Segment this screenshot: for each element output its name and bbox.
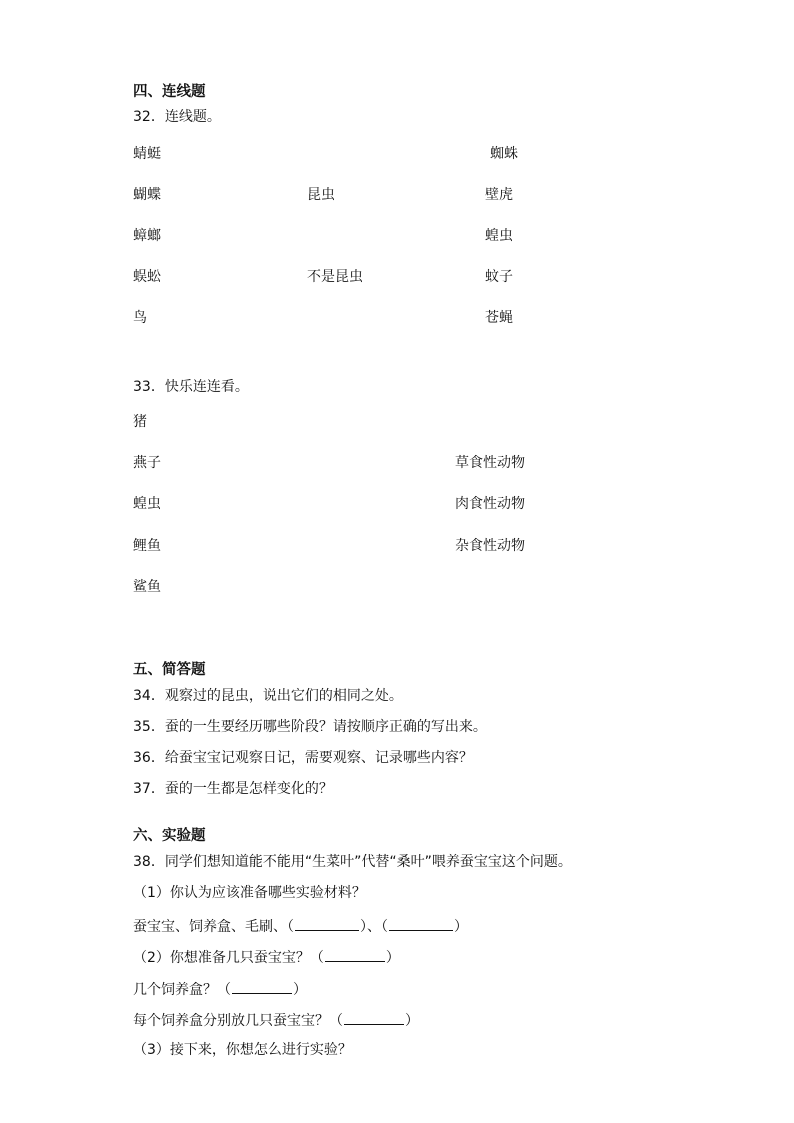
- sub2-end: ）: [385, 950, 400, 966]
- q32-left-item[interactable]: 蜻蜓: [133, 146, 161, 162]
- per-box-line: [133, 1010, 419, 1030]
- answer-blank-silkworm-count[interactable]: [325, 947, 385, 962]
- q32-middle-item[interactable]: 不是昆虫: [307, 269, 363, 285]
- per-box-end: ）: [405, 1013, 419, 1029]
- materials-prefix: 蚕宝宝、饲养盒、毛刷、（: [133, 919, 294, 935]
- q33-left-item[interactable]: 鲤鱼: [133, 538, 161, 554]
- q33-left-item[interactable]: 鲨鱼: [133, 579, 161, 595]
- q32-right-item[interactable]: 蚊子: [485, 269, 513, 285]
- answer-blank-per-box[interactable]: [344, 1010, 404, 1025]
- question-38-prompt: 38．同学们想知道能不能用“生菜叶”代替“桑叶”喂养蚕宝宝这个问题。: [133, 854, 572, 870]
- question-35: 35．蚕的一生要经历哪些阶段？请按顺序正确的写出来。: [133, 719, 487, 735]
- boxes-prefix: 几个饲养盒？（: [133, 982, 231, 998]
- question-38-sub3: （3）接下来，你想怎么进行实验？: [133, 1042, 352, 1058]
- answer-blank-box-count[interactable]: [232, 979, 292, 994]
- materials-separator: ）、（: [360, 919, 388, 935]
- q32-left-item[interactable]: 鸟: [133, 310, 147, 326]
- section-heading-4: 四、连线题: [133, 84, 206, 100]
- question-33-prompt: 33．快乐连连看。: [133, 379, 249, 395]
- sub2-prefix: （2）你想准备几只蚕宝宝？（: [133, 950, 324, 966]
- question-38-sub2: [133, 947, 400, 967]
- question-37: 37．蚕的一生都是怎样变化的？: [133, 781, 333, 797]
- per-box-prefix: 每个饲养盒分别放几只蚕宝宝？（: [133, 1013, 343, 1029]
- q33-right-item[interactable]: 杂食性动物: [455, 538, 525, 554]
- question-36: 36．给蚕宝宝记观察日记，需要观察、记录哪些内容？: [133, 750, 473, 766]
- materials-end: ）: [454, 919, 468, 935]
- q32-left-item[interactable]: 蜈蚣: [133, 269, 161, 285]
- q33-left-item[interactable]: 燕子: [133, 455, 161, 471]
- boxes-line: [133, 979, 307, 999]
- q32-right-item[interactable]: 蝗虫: [485, 228, 513, 244]
- q32-left-item[interactable]: 蝴蝶: [133, 187, 161, 203]
- q33-right-item[interactable]: 肉食性动物: [455, 496, 525, 512]
- section-heading-6: 六、实验题: [133, 828, 206, 844]
- q32-right-item[interactable]: 蜘蛛: [490, 146, 518, 162]
- question-34: 34．观察过的昆虫，说出它们的相同之处。: [133, 688, 403, 704]
- q33-left-item[interactable]: 蝗虫: [133, 496, 161, 512]
- section-heading-5: 五、简答题: [133, 662, 206, 678]
- q32-right-item[interactable]: 壁虎: [485, 187, 513, 203]
- question-32-prompt: 32．连线题。: [133, 109, 221, 125]
- q33-left-item[interactable]: 猪: [133, 414, 147, 430]
- q32-left-item[interactable]: 蟑螂: [133, 228, 161, 244]
- q32-right-item[interactable]: 苍蝇: [485, 310, 513, 326]
- q33-right-item[interactable]: 草食性动物: [455, 455, 525, 471]
- answer-blank-material-2[interactable]: [389, 916, 453, 931]
- answer-blank-material-1[interactable]: [295, 916, 359, 931]
- boxes-end: ）: [293, 982, 307, 998]
- question-38-sub1: （1）你认为应该准备哪些实验材料？: [133, 885, 366, 901]
- materials-line: [133, 916, 468, 936]
- q32-middle-item[interactable]: 昆虫: [307, 187, 335, 203]
